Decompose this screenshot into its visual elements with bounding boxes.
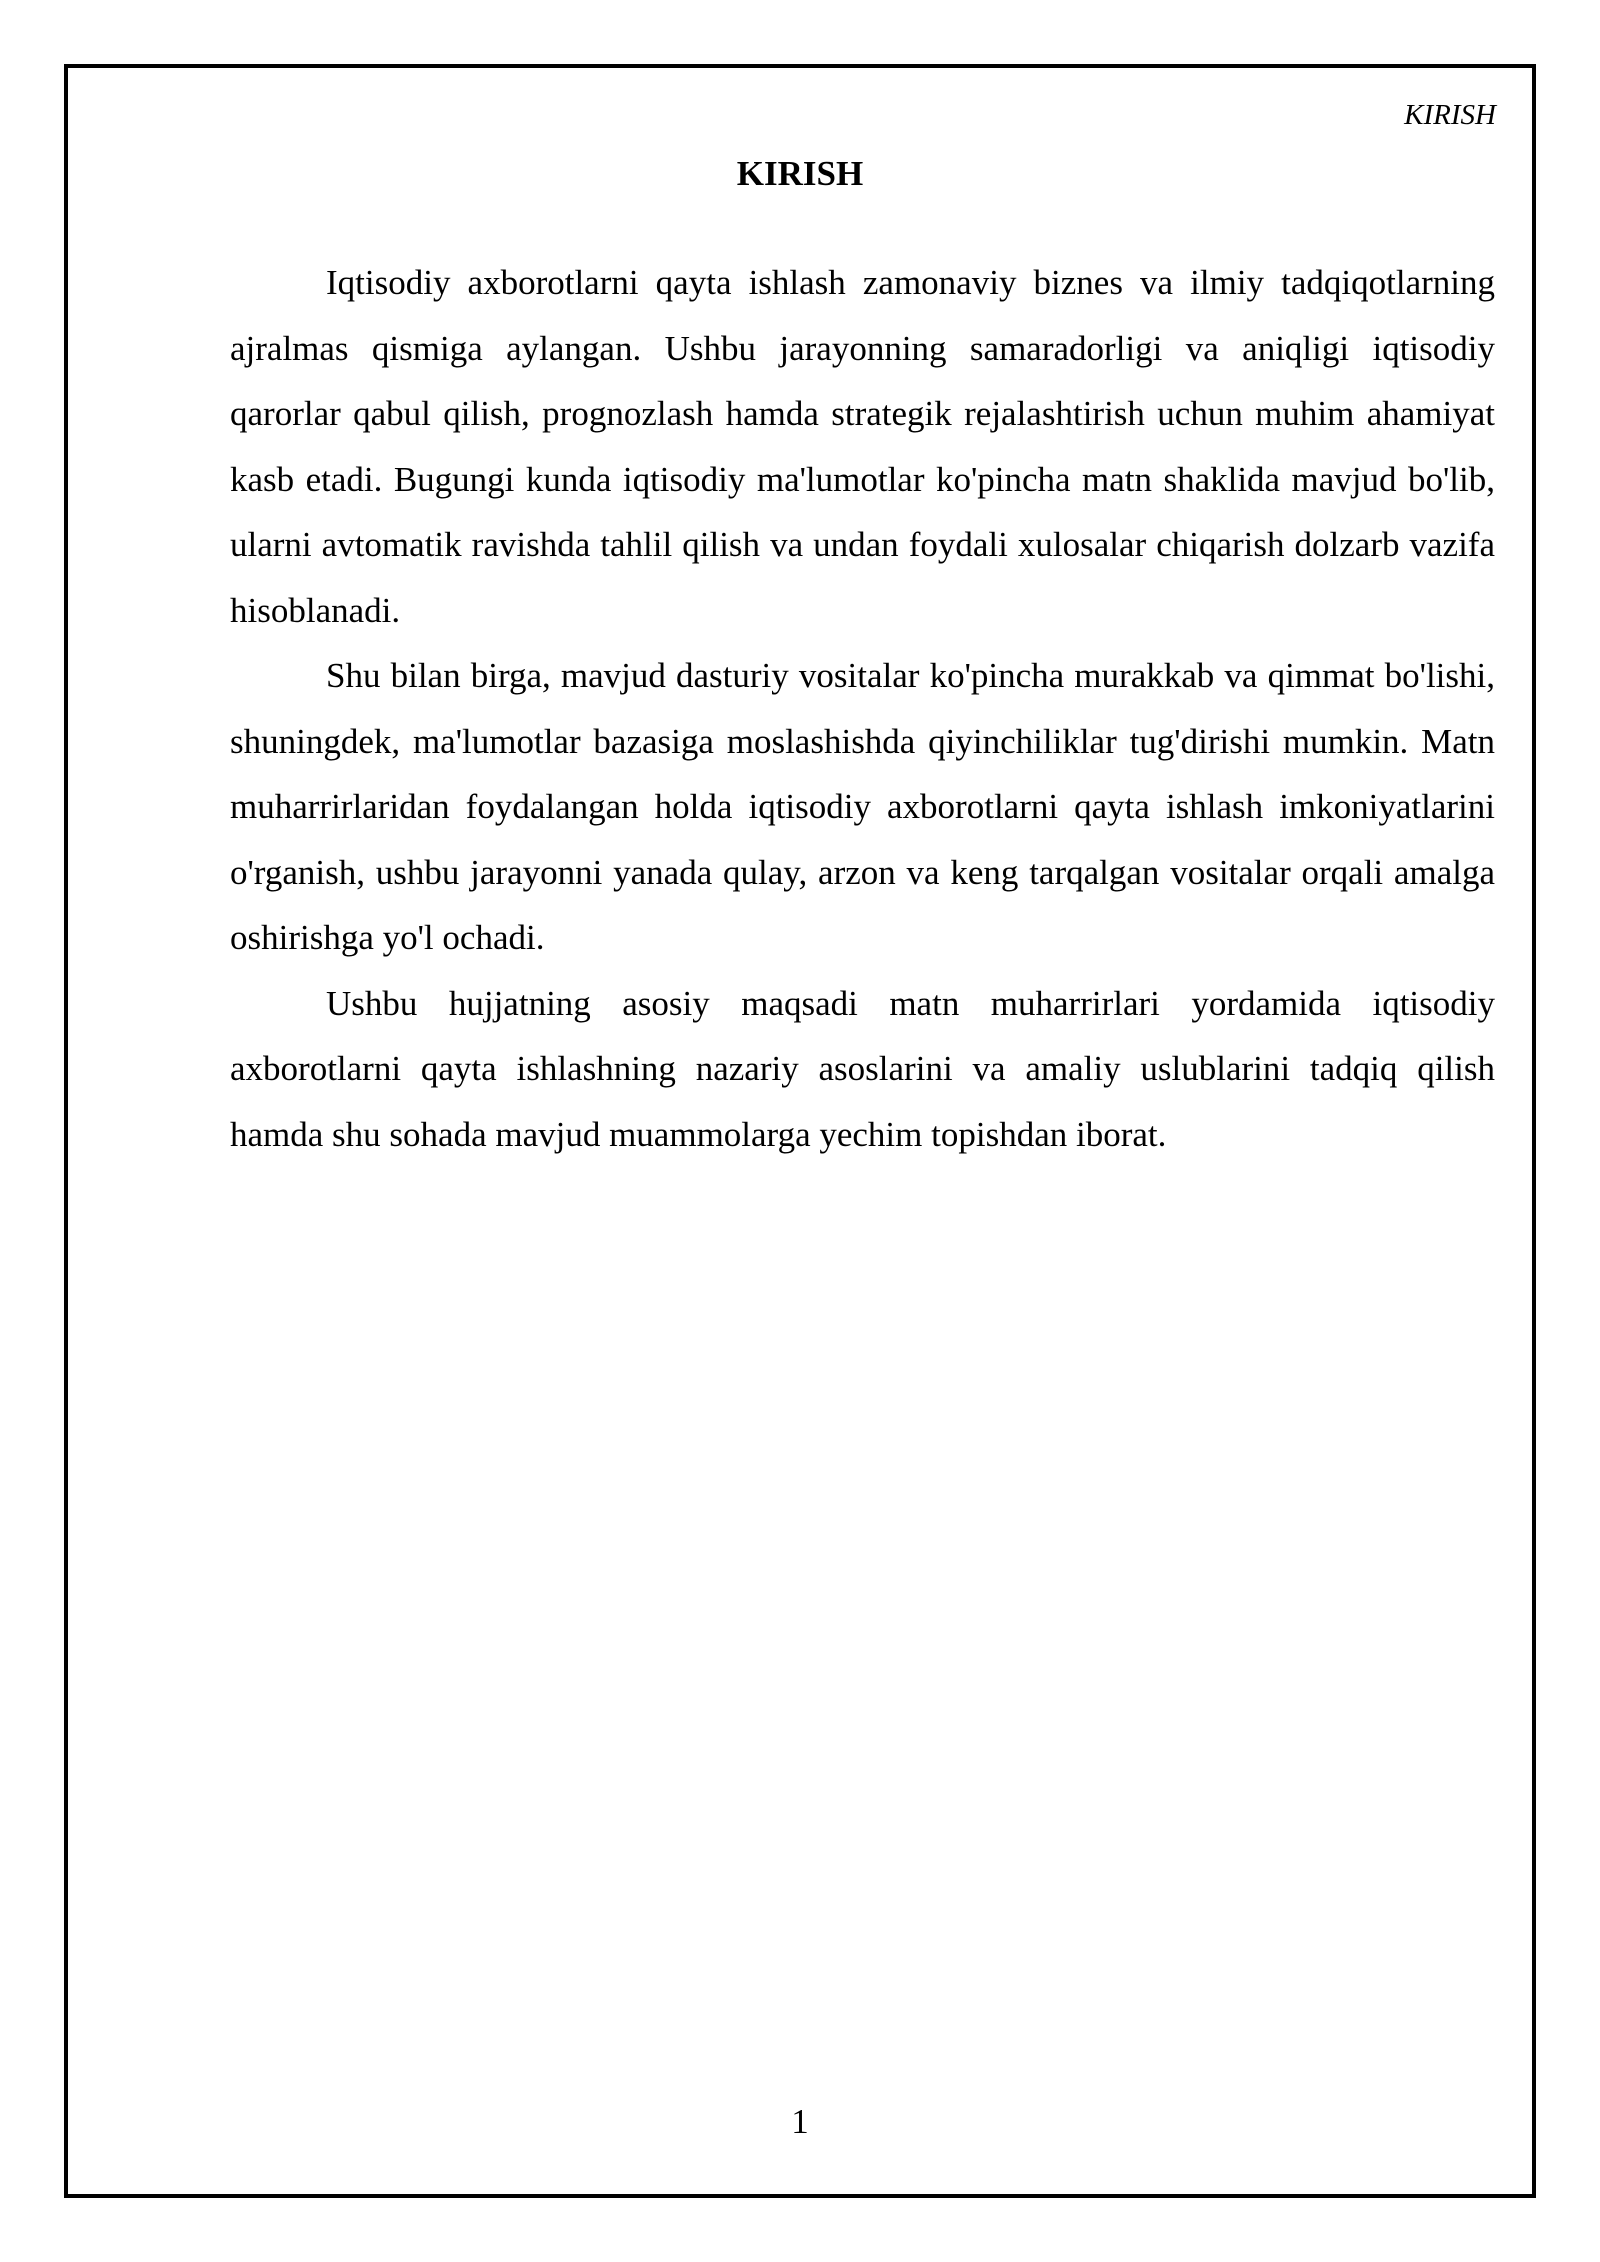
page-title: KIRISH (736, 154, 864, 193)
page-number: 1 (791, 2102, 809, 2141)
running-header: KIRISH (1404, 99, 1496, 131)
paragraph-3: Ushbu hujjatning asosiy maqsadi matn muharrirlari yordamida iqtisodiy axborotlarni qayta ishlashning nazariy asoslarini va amaliy uslublarini tadqiq qilish hamda shu sohada mavjud muammolarga yechim topishdan iborat. (230, 983, 1495, 1154)
paragraph-1: Iqtisodiy axborotlarni qayta ishlash zamonaviy biznes va ilmiy tadqiqotlarning ajralmas qismiga aylangan. Ushbu jarayonning samaradorligi va aniqligi iqtisodiy qarorlar qabul qilish, prognozlash hamda strategik rejalashtirish uchun muhim ahamiyat kasb etadi. Bugungi kunda iqtisodiy ma'lumotlar ko'pincha matn shaklida mavjud bo'lib, ularni avtomatik ravishda tahlil qilish va undan foydali xulosalar chiqarish dolzarb vazifa hisoblanadi. (230, 263, 1495, 630)
paragraph-2: Shu bilan birga, mavjud dasturiy vositalar ko'pincha murakkab va qimmat bo'lishi, shuningdek, ma'lumotlar bazasiga moslashishda qiyinchiliklar tug'dirishi mumkin. Matn muharrirlaridan foydalangan holda iqtisodiy axborotlarni qayta ishlash imkoniyatlarini o'rganish, ushbu jarayonni yanada qulay, arzon va keng tarqalgan vositalar orqali amalga oshirishga yo'l ochadi. (230, 656, 1495, 957)
body-text (230, 250, 1495, 1167)
